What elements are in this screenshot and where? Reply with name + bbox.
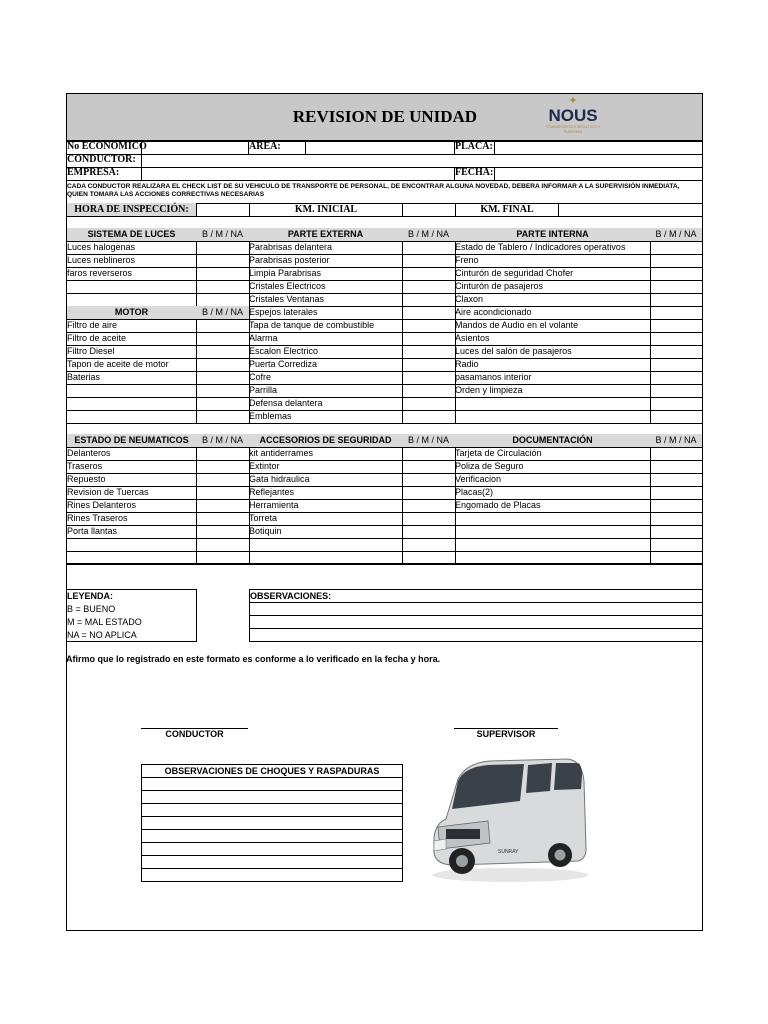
conductor-label: CONDUCTOR: [67,154,136,165]
rating-cell[interactable] [651,255,702,268]
company-logo: ✦ NOUS TRANSPORTE EJECUTIVO Y TURISMO [540,96,606,140]
conductor-signature-label: CONDUCTOR [165,729,224,739]
checklist-item [67,293,196,306]
van-badge: SUNRAY [498,849,519,855]
legend-line: NA = NO APLICA [67,630,137,640]
rating-header: B / M / NA [650,434,702,447]
damage-row-field[interactable] [142,791,402,803]
rating-cell[interactable] [197,500,249,513]
rating-cell[interactable] [197,385,249,398]
table-row-line [67,423,702,424]
damage-row-field[interactable] [142,817,402,829]
rating-cell[interactable] [403,346,455,359]
checklist-item: Filtro de aceite [67,333,127,343]
form-title: REVISION DE UNIDAD [292,107,478,126]
checklist-item: Luces halogenas [67,242,136,252]
rating-cell[interactable] [651,526,702,539]
section-header-col1: SISTEMA DE LUCES [67,228,196,241]
km-inicial-label: KM. INICIAL [294,204,358,215]
checklist-item [67,384,196,397]
checklist-item: Repuesto [67,474,106,484]
no-economico-field[interactable] [142,142,248,154]
info-row-line [67,216,702,217]
checklist-item: Tapon de aceite de motor [67,359,169,369]
rating-cell[interactable] [651,474,702,487]
checklist-item: Tapa de tanque de combustible [249,320,375,330]
checklist-item: Rines Traseros [67,513,128,523]
rating-cell[interactable] [651,448,702,461]
checklist-item: Cinturón de seguridad Chofer [455,268,574,278]
info-divider [454,141,455,154]
rating-cell[interactable] [403,448,455,461]
rating-cell[interactable] [197,487,249,500]
rating-cell[interactable] [403,307,455,320]
logo-mark-icon: ✦ [568,95,578,107]
area-field[interactable] [306,142,454,154]
rating-cell[interactable] [651,513,702,526]
rating-cell[interactable] [651,359,702,372]
rating-cell[interactable] [197,513,249,526]
checklist-item: Defensa delantera [249,398,323,408]
rating-cell[interactable] [651,242,702,255]
affirmation-text: Afirmo que lo registrado en este formato es conforme a lo verificado en la fecha y hora. [66,654,441,664]
rating-cell[interactable] [651,500,702,513]
rating-cell[interactable] [403,359,455,372]
rating-cell[interactable] [651,385,702,398]
checklist-item: Parabrisas delantera [249,242,333,252]
rating-cell[interactable] [197,448,249,461]
section-header-col1b: MOTOR [67,306,196,319]
checklist-item: Torreta [249,513,278,523]
fecha-field[interactable] [495,168,702,180]
checklist-item: Poliza de Seguro [455,461,524,471]
no-economico-label: No ECONOMICO [67,141,147,152]
observaciones-label: OBSERVACIONES: [250,591,332,601]
rating-cell[interactable] [403,461,455,474]
rating-cell[interactable] [197,346,249,359]
rating-cell[interactable] [197,372,249,385]
rating-cell[interactable] [403,385,455,398]
info-row-line [67,180,702,181]
checklist-item: Freno [455,255,479,265]
rating-cell[interactable] [651,398,702,411]
damage-row-field[interactable] [142,830,402,842]
checklist-item: Revision de Tuercas [67,487,149,497]
rating-header: B / M / NA [650,228,702,241]
rating-cell[interactable] [197,281,249,294]
info-divider [248,141,249,154]
rating-cell[interactable] [651,281,702,294]
checklist-item: Luces del salón de pasajeros [455,346,572,356]
section-header-col2: ACCESORIOS DE SEGURIDAD [249,434,402,447]
rating-header: B / M / NA [196,228,249,241]
section-header-col3: DOCUMENTACIÓN [455,434,650,447]
checklist-item: Mandos de Audio en el volante [455,320,579,330]
checklist-item [455,512,650,525]
checklist-item: Asientos [455,333,490,343]
checklist-item [67,280,196,293]
checklist-item: faros reverseros [67,268,133,278]
rating-cell[interactable] [197,526,249,539]
checklist-item: Cinturón de pasajeros [455,281,544,291]
checklist-item: Placas(2) [455,487,494,497]
legend-title: LEYENDA: [67,591,114,601]
legend-line: M = MAL ESTADO [67,617,142,627]
rating-cell[interactable] [197,359,249,372]
checklist-item: Delanteros [67,448,111,458]
supervision-notice: CADA CONDUCTOR REALIZARA EL CHECK LIST DE SU VEHICULO DE TRANSPORTE DE PERSONAL, DE ENCONTRAR ALGUNA NOVEDAD, DEBERA INFORMAR A LA SUPERVISIÓN INMEDIATA, QUIEN TOMARA LAS ACCIONES CORRECTIVAS NECESARIAS [67,183,680,198]
checklist-item: Orden y limpieza [455,385,523,395]
rating-cell[interactable] [403,333,455,346]
rating-cell[interactable] [197,474,249,487]
hora-inspeccion-label: HORA DE INSPECCIÓN: [74,204,189,215]
checklist-item: Rines Delanteros [67,500,137,510]
rating-cell[interactable] [403,539,455,552]
checklist-item: Escalon Electrico [249,346,319,356]
rating-cell[interactable] [197,333,249,346]
checklist-item: Alarma [249,333,278,343]
info-divider [454,167,455,180]
rating-cell[interactable] [403,242,455,255]
checklist-item [249,538,402,551]
damage-row-field[interactable] [142,778,402,790]
section-header-col1: ESTADO DE NEUMATICOS [67,434,196,447]
checklist-item: Parrilla [249,385,278,395]
checklist-item: Espejos laterales [249,307,318,317]
checklist-item: Cristales Electricos [249,281,326,291]
checklist-item: Filtro de aire [67,320,118,330]
damage-row-field[interactable] [142,843,402,855]
damage-table-title: OBSERVACIONES DE CHOQUES Y RASPADURAS [164,766,380,776]
rating-cell[interactable] [403,487,455,500]
checklist-item: Parabrisas posterior [249,255,330,265]
rating-cell[interactable] [403,372,455,385]
info-divider [455,203,456,216]
table-row-line [67,564,702,565]
checklist-item [67,538,196,551]
rating-cell[interactable] [403,513,455,526]
rating-cell[interactable] [403,255,455,268]
rating-cell[interactable] [197,320,249,333]
checklist-item: Herramienta [249,500,299,510]
empresa-label: EMPRESA: [67,167,120,178]
info-divider [249,203,250,216]
rating-cell[interactable] [197,268,249,281]
rating-cell[interactable] [403,281,455,294]
observaciones-field[interactable] [250,629,702,641]
checklist-item: Tarjeta de Circulación [455,448,542,458]
rating-cell[interactable] [651,346,702,359]
rating-header: B / M / NA [402,228,455,241]
rating-cell[interactable] [651,307,702,320]
checklist-item: Gata hidraulica [249,474,310,484]
rating-cell[interactable] [403,474,455,487]
rating-cell[interactable] [403,411,455,424]
rating-cell[interactable] [651,487,702,500]
damage-row-field[interactable] [142,804,402,816]
checklist-item: Radio [455,359,479,369]
rating-cell[interactable] [197,539,249,552]
rating-cell[interactable] [403,320,455,333]
checklist-item [455,410,650,423]
rating-cell[interactable] [197,461,249,474]
rating-cell[interactable] [651,268,702,281]
rating-cell[interactable] [651,294,702,307]
checklist-item [455,538,650,551]
rating-cell[interactable] [197,255,249,268]
supervisor-signature-label: SUPERVISOR [476,729,536,739]
placa-label: PLACA: [455,141,493,152]
checklist-item [455,397,650,410]
conductor-field[interactable] [142,155,702,167]
km-final-field[interactable] [559,204,702,216]
checklist-item: pasamanos interior [455,372,532,382]
rating-cell[interactable] [403,268,455,281]
rating-cell[interactable] [651,372,702,385]
area-label: ÁREA: [249,141,281,152]
checklist-item: Cofre [249,372,272,382]
hora-field[interactable] [197,204,249,216]
section-end-line [67,563,702,564]
empresa-field[interactable] [142,168,454,180]
checklist-item: Emblemas [249,411,292,421]
checklist-item: Reflejantes [249,487,295,497]
checklist-item: Claxon [455,294,484,304]
checklist-item: Engomado de Placas [455,500,541,510]
km-inicial-field[interactable] [403,204,455,216]
rating-cell[interactable] [651,539,702,552]
section-header-col3: PARTE INTERNA [455,228,650,241]
checklist-item: Porta llantas [67,526,118,536]
van-image [428,757,590,885]
rating-header: B / M / NA [196,434,249,447]
rating-cell[interactable] [197,242,249,255]
legend-line: B = BUENO [67,604,116,614]
checklist-item [67,397,196,410]
checklist-item: kit antiderrames [249,448,314,458]
damage-row-field[interactable] [142,869,402,881]
rating-cell[interactable] [651,333,702,346]
observaciones-field[interactable] [250,616,702,628]
observaciones-field[interactable] [250,603,702,615]
rating-cell[interactable] [403,500,455,513]
checklist-item: Extintor [249,461,280,471]
section-header-col2: PARTE EXTERNA [249,228,402,241]
km-final-label: KM. FINAL [480,204,534,215]
fecha-label: FECHA: [455,167,494,178]
rating-header: B / M / NA [402,434,455,447]
checklist-item: Cristales Ventanas [249,294,325,304]
placa-field[interactable] [495,142,702,154]
rating-cell[interactable] [403,398,455,411]
rating-cell[interactable] [651,320,702,333]
checklist-item: Estado de Tablero / Indicadores operativos [455,242,626,252]
checklist-item: Puerta Corrediza [249,359,318,369]
damage-row-field[interactable] [142,856,402,868]
checklist-item [455,525,650,538]
checklist-item: Luces neblineros [67,255,136,265]
checklist-item: Botiquin [249,526,282,536]
checklist-item: Aire acondicionado [455,307,532,317]
rating-cell[interactable] [403,294,455,307]
rating-header: B / M / NA [196,306,249,319]
rating-cell[interactable] [651,411,702,424]
observaciones-line [249,641,702,642]
checklist-item: Traseros [67,461,103,471]
rating-cell[interactable] [651,461,702,474]
checklist-item: Filtro Diesel [67,346,115,356]
checklist-item: Limpia Parabrisas [249,268,322,278]
rating-cell[interactable] [403,526,455,539]
checklist-item: Baterias [67,372,101,382]
checklist-item: Verificacion [455,474,502,484]
rating-cell[interactable] [197,398,249,411]
